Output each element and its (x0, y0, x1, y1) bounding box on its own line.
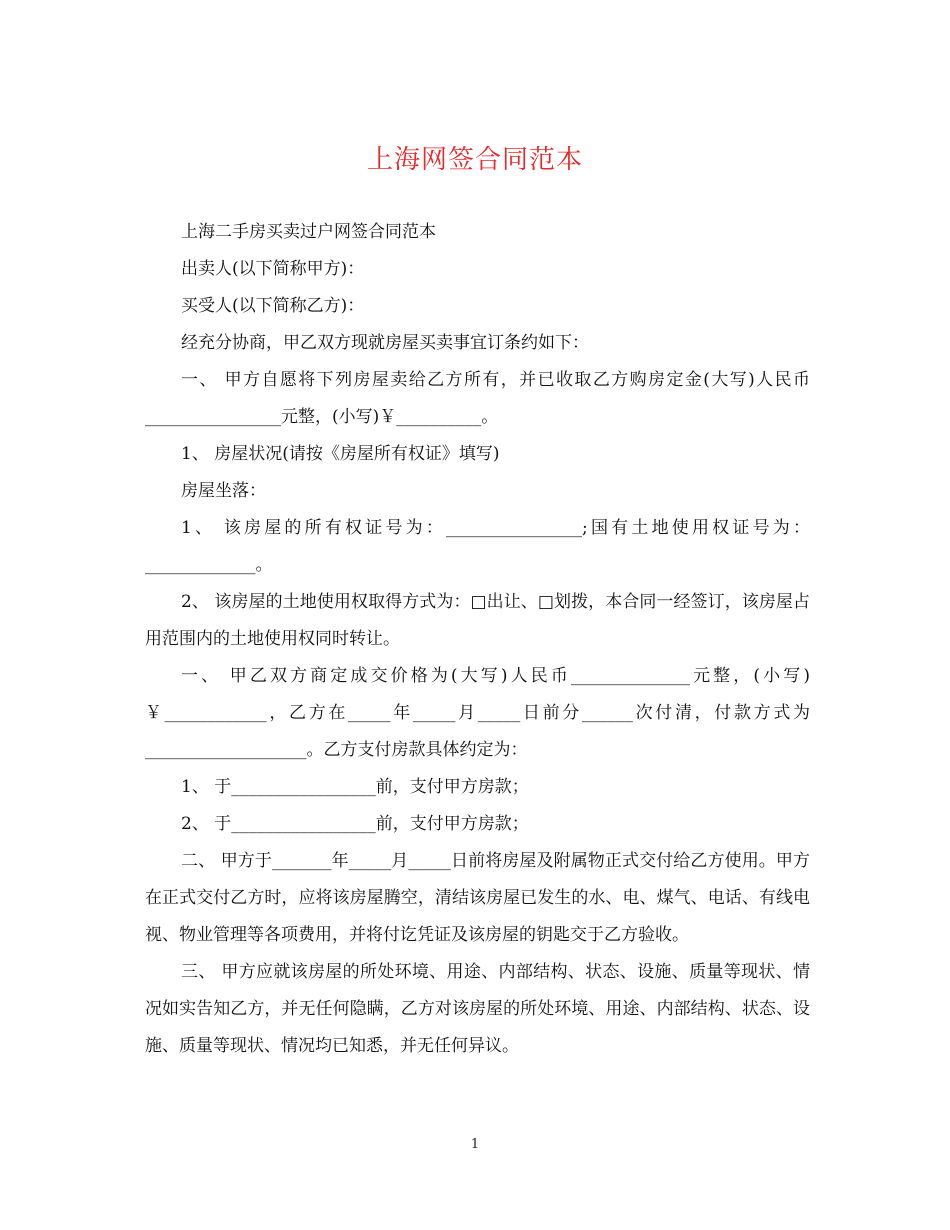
document-title: 上海网签合同范本 (366, 145, 583, 175)
page-number: 1 (470, 1137, 480, 1152)
paragraph-house-location: 房屋坐落： (181, 481, 266, 501)
paragraph-payment-2: 2、 于_________________前，支付甲方房款； (181, 814, 529, 834)
paragraph-seller: 出卖人(以下简称甲方)： (181, 259, 365, 279)
paragraph-house-status: 1、 房屋状况(请按《房屋所有权证》填写) (181, 444, 500, 464)
paragraph-clause-disclosure: 三、 甲方应就该房屋的所处环境、用途、内部结构、状态、设施、质量等现状、情况如实告知乙方，并无任何隐瞒，乙方对该房屋的所处环境、用途、内部结构、状态、设施、质量等现状、情况均已知悉，并无任何异议。 (145, 962, 810, 1056)
document-body (145, 214, 810, 1065)
paragraph-clause-price: 一、 甲乙双方商定成交价格为(大写)人民币______________元整，(小写)￥____________，乙方在_____年_____月_____日前分______次付清，付款方式为___________________。乙方支付房款具体约定为： (145, 666, 810, 760)
paragraph-certificate-numbers: 1、 该房屋的所有权证号为：________________;国有土地使用权证号为：_____________。 (145, 518, 810, 575)
paragraph-land-use: 2、 该房屋的土地使用权取得方式为：□出让、□划拨，本合同一经签订，该房屋占用范围内的土地使用权同时转让。 (145, 592, 810, 649)
paragraph-preamble: 经充分协商，甲乙双方现就房屋买卖事宜订条约如下： (181, 333, 589, 353)
paragraph-clause-delivery: 二、 甲方于_______年_____月_____日前将房屋及附属物正式交付给乙方使用。甲方在正式交付乙方时，应将该房屋腾空，清结该房屋已发生的水、电、煤气、电话、有线电视、物业管理等各项费用，并将付讫凭证及该房屋的钥匙交于乙方验收。 (145, 851, 810, 945)
paragraph-payment-1: 1、 于_________________前，支付甲方房款； (181, 777, 529, 797)
paragraph-clause-deposit: 一、 甲方自愿将下列房屋卖给乙方所有，并已收取乙方购房定金(大写)人民币________________元整，(小写)￥__________。 (145, 370, 810, 427)
paragraph-subtitle: 上海二手房买卖过户网签合同范本 (181, 222, 436, 242)
paragraph-buyer: 买受人(以下简称乙方)： (181, 296, 365, 316)
